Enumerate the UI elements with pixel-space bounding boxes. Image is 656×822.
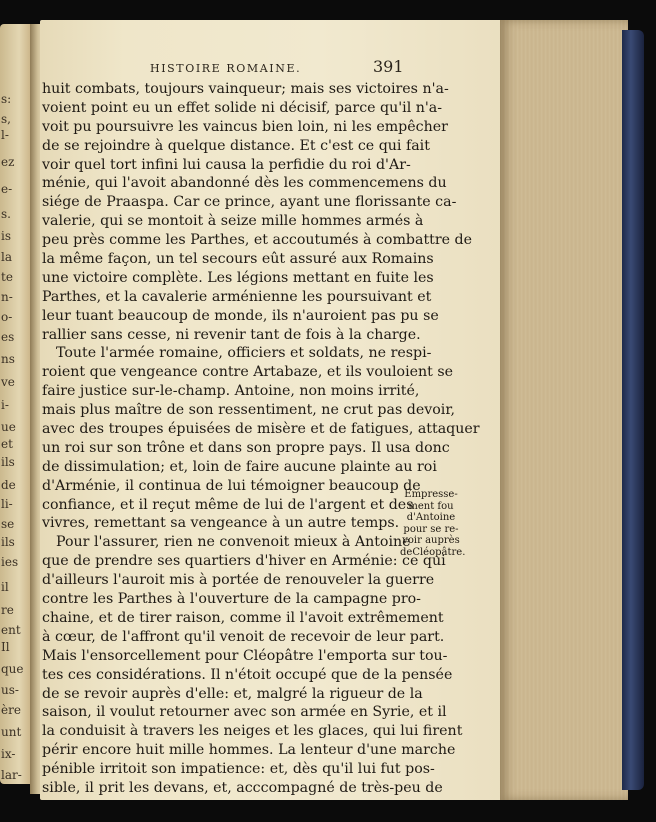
marginal-note-line: voir auprès <box>402 535 460 546</box>
left-page-fragment: s. <box>1 207 11 221</box>
text-line: Toute l'armée romaine, officiers et soldats, ne respi- <box>56 345 432 362</box>
left-page-fragment: li- <box>1 497 13 511</box>
left-page-fragment: se <box>1 517 15 531</box>
running-header: HISTOIRE ROMAINE. <box>150 62 302 75</box>
left-page-fragment: te <box>1 270 13 284</box>
text-line: d'ailleurs l'auroit mis à portée de renouveler la guerre <box>42 572 435 589</box>
left-page-fragment: Il <box>1 640 10 654</box>
left-page-fragment: s: <box>1 92 12 106</box>
text-line: Parthes, et la cavalerie arménienne les poursuivant et <box>42 288 432 305</box>
left-page-fragment: il <box>1 580 9 594</box>
text-line: leur tuant beaucoup de monde, ils n'auroient pas pu se <box>42 307 439 324</box>
left-page-fragment: ve <box>1 375 15 389</box>
text-line: saison, il voulut retourner avec son armée en Syrie, et il <box>42 704 447 721</box>
text-line: valerie, qui se montoit à seize mille hommes armés à <box>42 213 424 230</box>
left-page-fragment: ils <box>1 535 15 549</box>
left-page-fragment: lar- <box>1 768 22 782</box>
left-page-fragment: ère <box>1 703 21 717</box>
left-page-fragment: ue <box>1 420 16 434</box>
left-page-fragment: ies <box>1 555 19 569</box>
text-line: contre les Parthes à l'ouverture de la campagne pro- <box>42 591 421 608</box>
left-page-fragment: de <box>1 478 16 492</box>
left-page-fragment: i- <box>1 398 9 412</box>
text-line: confiance, et il reçut même de lui de l'argent et des <box>42 496 414 513</box>
text-line: pénible irritoit son impatience: et, dès qu'il lui fut pos- <box>42 761 435 778</box>
text-line: siége de Praaspa. Car ce prince, ayant une florissante ca- <box>42 194 457 211</box>
left-page-fragment: us- <box>1 683 19 697</box>
left-page-fragment: la <box>1 250 12 264</box>
marginal-note-line: deCléopâtre. <box>400 546 466 558</box>
text-line: Mais l'ensorcellement pour Cléopâtre l'emporta sur tou- <box>42 647 448 664</box>
left-page-edge <box>0 24 32 784</box>
page-stack-edge <box>500 20 628 800</box>
text-line: Pour l'assurer, rien ne convenoit mieux à Antoine <box>56 534 411 551</box>
text-line: ménie, qui l'avoit abandonné dès les commencemens du <box>42 175 447 192</box>
left-page-fragment: ils <box>1 455 15 469</box>
text-line: de se rejoindre à quelque distance. Et c'est ce qui fait <box>42 137 430 154</box>
text-line: roient que vengeance contre Artabaze, et ils vouloient se <box>42 364 454 381</box>
marginal-note-line: Empresse- <box>404 489 458 500</box>
text-line: voit pu poursuivre les vaincus bien loin, ni les empêcher <box>42 118 448 135</box>
left-page-fragment: l- <box>1 128 9 142</box>
text-line: que de prendre ses quartiers d'hiver en Arménie: ce qui <box>42 553 446 570</box>
left-page-fragment: e- <box>1 182 13 196</box>
text-line: la même façon, un tel secours eût assuré aux Romains <box>42 251 434 268</box>
text-line: huit combats, toujours vainqueur; mais ses victoires n'a- <box>42 81 449 97</box>
text-line: avec des troupes épuisées de misère et de fatigues, attaquer <box>42 421 480 438</box>
left-page-fragment: s, <box>1 112 11 126</box>
marginal-note <box>400 489 466 558</box>
left-page-fragment: re <box>1 603 14 617</box>
text-line: voient point eu un effet solide ni décisif, parce qu'il n'a- <box>42 99 443 116</box>
marginal-note-line: ment fou <box>408 500 454 512</box>
left-page-fragment: ez <box>1 155 15 169</box>
text-line: tes ces considérations. Il n'étoit occupé que de la pensée <box>42 666 453 683</box>
marbled-cover-edge <box>622 30 644 790</box>
text-line: vivres, remettant sa vengeance à un autre temps. <box>42 515 400 532</box>
text-line: voir quel tort infini lui causa la perfidie du roi d'Ar- <box>42 156 411 173</box>
text-line: sible, il prit les devans, et, acccompagné de très-peu de <box>42 779 443 796</box>
left-page-fragment: is <box>1 229 11 243</box>
left-page-fragment: o- <box>1 310 13 324</box>
left-page-fragment: n- <box>1 290 13 304</box>
marginal-note-line: pour se re- <box>403 523 459 535</box>
text-line: rallier sans cesse, ni revenir tant de fois à la charge. <box>42 326 421 343</box>
text-line: faire justice sur-le-champ. Antoine, non moins irrité, <box>42 383 420 400</box>
text-line: à cœur, de l'affront qu'il venoit de recevoir de leur part. <box>42 628 445 645</box>
marginal-note-line: d'Antoine <box>406 512 456 523</box>
text-line: de dissimulation; et, loin de faire aucune plainte au roi <box>42 458 437 475</box>
left-page-fragment: unt <box>1 725 22 739</box>
left-page-fragment: ent <box>1 623 21 637</box>
text-line: peu près comme les Parthes, et accoutumés à combattre de <box>42 232 473 249</box>
text-line: d'Arménie, il continua de lui témoigner beaucoup de <box>42 477 421 494</box>
text-line: la conduisit à travers les neiges et les glaces, qui lui firent <box>42 723 463 740</box>
text-line: mais plus maître de son ressentiment, ne crut pas devoir, <box>42 402 456 419</box>
page-number: 391 <box>373 57 404 76</box>
text-line: de se revoir auprès d'elle: et, malgré la rigueur de la <box>42 685 423 702</box>
text-line: un roi sur son trône et dans son propre pays. Il usa donc <box>42 439 450 456</box>
left-page-fragment: ix- <box>1 747 16 761</box>
left-page-fragment: es <box>1 330 15 344</box>
text-line: chaine, et de tirer raison, comme il l'avoit extrêmement <box>42 609 444 626</box>
text-line: une victoire complète. Les légions mettant en fuite les <box>42 269 434 286</box>
left-page-fragment: que <box>1 662 24 676</box>
left-page-fragment: et <box>1 437 13 451</box>
left-page-fragment: ns <box>1 352 15 366</box>
text-line: périr encore huit mille hommes. La lenteur d'une marche <box>42 742 456 759</box>
